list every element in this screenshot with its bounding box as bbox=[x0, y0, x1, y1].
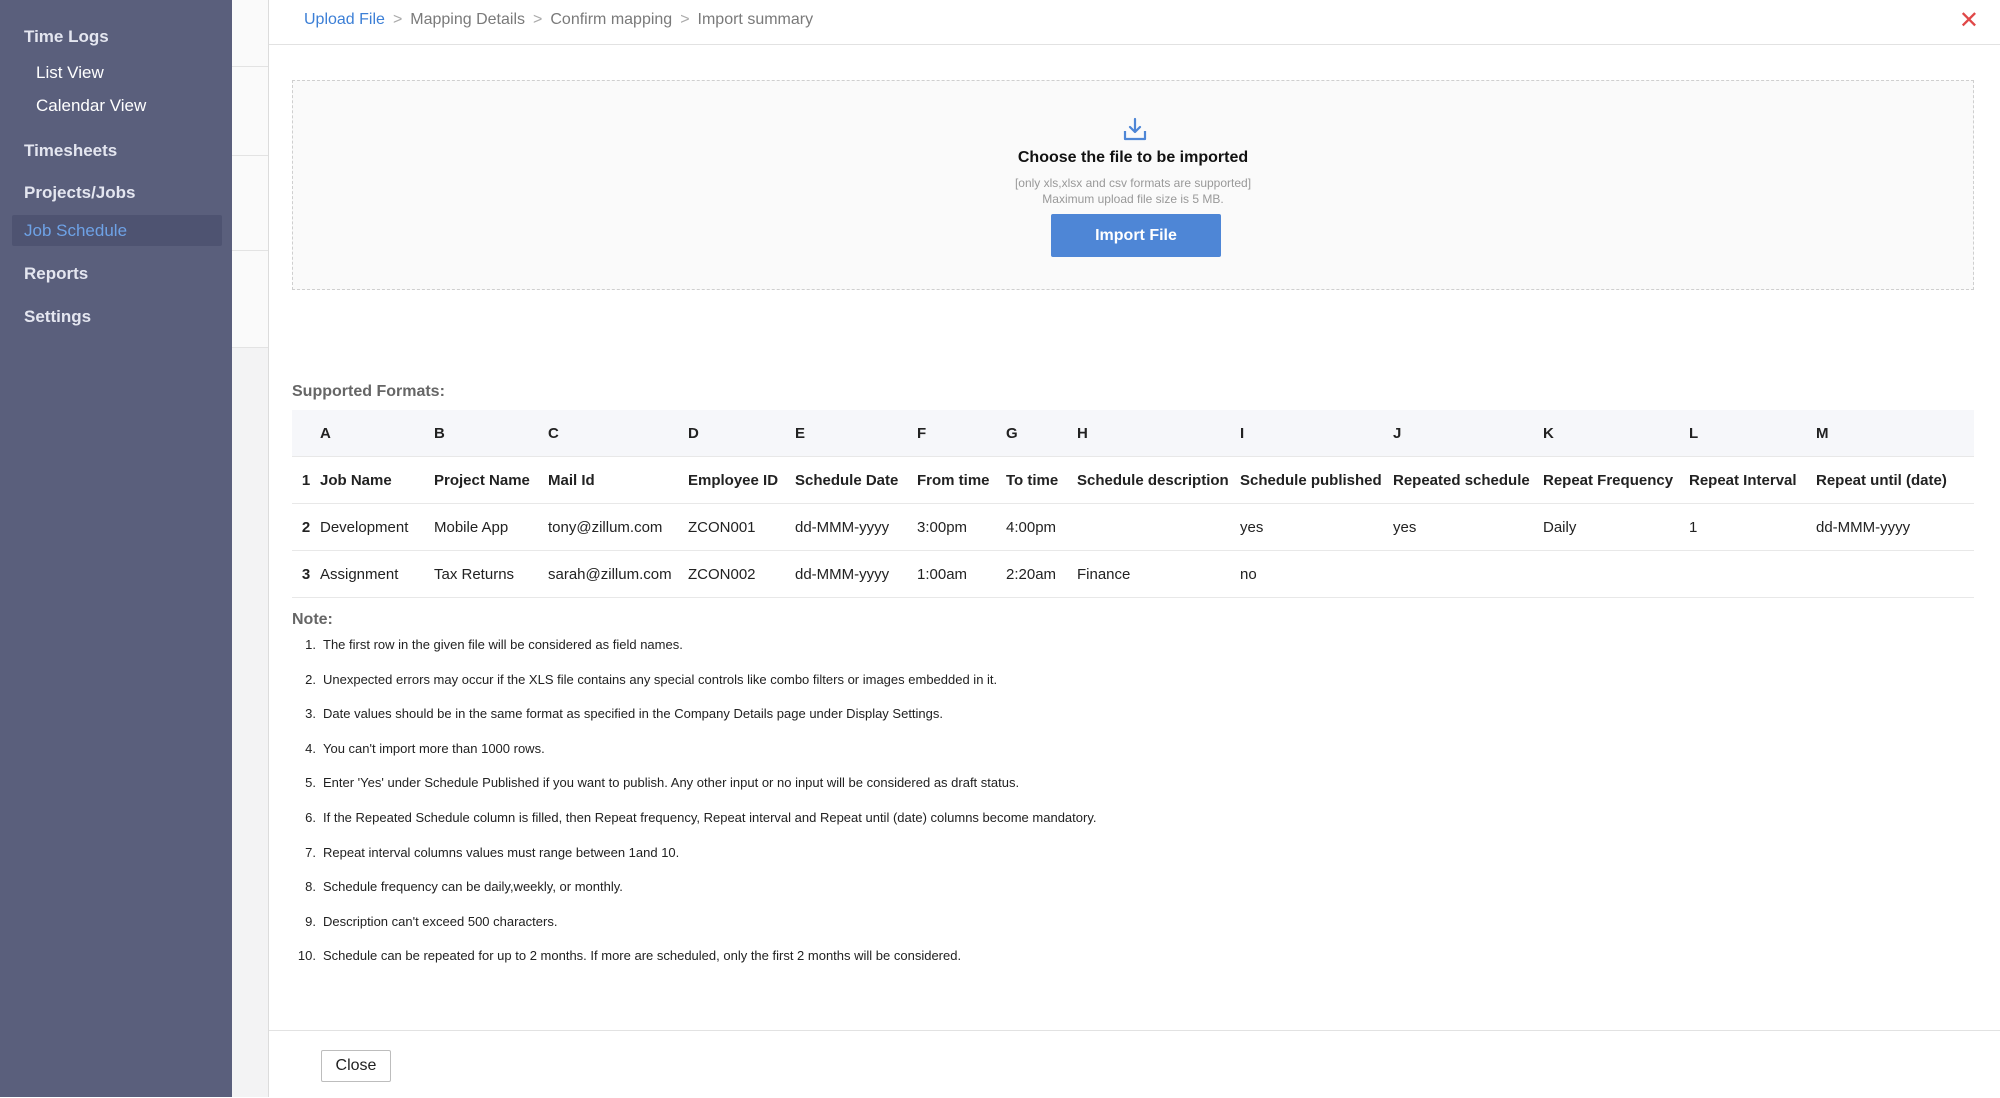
sidebar-item-list-view[interactable]: List View bbox=[36, 63, 104, 82]
note-item bbox=[292, 845, 1096, 880]
table-cell: A bbox=[320, 410, 434, 457]
background-block bbox=[232, 0, 268, 67]
supported-formats-table bbox=[292, 410, 1974, 598]
table-cell: Project Name bbox=[434, 471, 530, 489]
note-number: 4. bbox=[305, 740, 316, 756]
breadcrumb-upload-file[interactable]: Upload File bbox=[304, 11, 385, 28]
sidebar-item-reports[interactable]: Reports bbox=[24, 264, 89, 283]
note-number: 6. bbox=[305, 809, 316, 825]
note-number: 1. bbox=[305, 637, 316, 652]
table-cell bbox=[1816, 551, 1974, 598]
table-cell: 1 bbox=[1689, 518, 1698, 536]
table-cell: Repeat Interval bbox=[1689, 471, 1797, 489]
table-cell: Schedule published bbox=[1240, 471, 1382, 489]
table-cell: F bbox=[917, 410, 1006, 457]
sidebar-item-calendar-view[interactable]: Calendar View bbox=[36, 96, 147, 115]
table-cell: Development bbox=[320, 518, 409, 536]
breadcrumb-separator: > bbox=[680, 11, 690, 28]
table-cell bbox=[1393, 551, 1543, 598]
table-cell: C bbox=[548, 410, 688, 457]
table-cell: To time bbox=[1006, 471, 1059, 489]
row-number-cell bbox=[292, 410, 320, 457]
breadcrumb-separator: > bbox=[392, 11, 403, 28]
import-modal bbox=[268, 0, 2000, 1097]
note-item bbox=[292, 706, 1096, 741]
background-block bbox=[232, 156, 268, 251]
note-number: 10. bbox=[297, 948, 316, 964]
table-cell: G bbox=[1006, 410, 1077, 457]
note-item bbox=[292, 948, 1096, 983]
table-cell: yes bbox=[1240, 518, 1264, 536]
breadcrumb-confirm-mapping: Confirm mapping bbox=[550, 11, 673, 28]
note-text: The first row in the given file will be considered as field names. bbox=[323, 637, 683, 652]
table-cell: Schedule description bbox=[1077, 471, 1229, 489]
table-header-row bbox=[292, 457, 1974, 504]
table-cell: sarah@zillum.com bbox=[548, 565, 672, 583]
note-text: Repeat interval columns values must range between 1and 10. bbox=[323, 844, 680, 860]
note-text: Description can't exceed 500 characters. bbox=[323, 913, 558, 929]
table-cell: ZCON001 bbox=[688, 518, 756, 536]
close-icon[interactable]: ✕ bbox=[1958, 7, 1979, 34]
close-button[interactable]: Close bbox=[321, 1050, 391, 1082]
table-cell: dd-MMM-yyyy bbox=[795, 565, 890, 583]
modal-footer bbox=[269, 1030, 2000, 1098]
table-cell: L bbox=[1689, 410, 1816, 457]
table-cell bbox=[1689, 551, 1816, 598]
note-item bbox=[292, 914, 1096, 949]
note-number: 7. bbox=[305, 844, 316, 860]
table-cell: 1:00am bbox=[917, 565, 968, 583]
table-cell: M bbox=[1816, 410, 1974, 457]
table-row bbox=[292, 551, 1974, 598]
table-cell: Mail Id bbox=[548, 471, 595, 489]
table-cell: 4:00pm bbox=[1006, 518, 1057, 536]
table-cell: dd-MMM-yyyy bbox=[1816, 518, 1911, 536]
note-text: Schedule can be repeated for up to 2 months. If more are scheduled, only the first 2 months will be considered. bbox=[323, 948, 962, 964]
column-letter-row bbox=[292, 410, 1974, 457]
note-text: Date values should be in the same format as specified in the Company Details page under Display Settings. bbox=[323, 706, 944, 722]
upload-title: Choose the file to be imported bbox=[1017, 149, 1249, 166]
note-text: If the Repeated Schedule column is filled, then Repeat frequency, Repeat interval and Repeat until (date) columns become mandatory. bbox=[323, 809, 1097, 825]
background-block bbox=[232, 67, 268, 156]
sidebar-item-time-logs[interactable]: Time Logs bbox=[24, 27, 109, 46]
notes-list bbox=[292, 637, 1096, 983]
note-item bbox=[292, 672, 1096, 707]
table-cell: Repeated schedule bbox=[1393, 471, 1530, 489]
note-text: Enter 'Yes' under Schedule Published if you want to publish. Any other input or no input will be considered as draft status. bbox=[323, 775, 1020, 791]
table-cell: 3:00pm bbox=[917, 518, 968, 536]
table-cell: yes bbox=[1393, 518, 1417, 536]
table-cell: J bbox=[1393, 410, 1543, 457]
table-cell: Tax Returns bbox=[434, 565, 515, 583]
breadcrumb-import-summary: Import summary bbox=[697, 11, 814, 28]
sidebar-item-timesheets[interactable]: Timesheets bbox=[24, 141, 118, 160]
table-cell: no bbox=[1240, 565, 1257, 583]
table-cell: I bbox=[1240, 410, 1393, 457]
note-number: 2. bbox=[305, 671, 316, 687]
note-item bbox=[292, 810, 1096, 845]
table-cell: Mobile App bbox=[434, 518, 509, 536]
note-item bbox=[292, 775, 1096, 810]
note-number: 5. bbox=[305, 775, 316, 791]
table-row bbox=[292, 504, 1974, 551]
table-cell: Repeat until (date) bbox=[1816, 471, 1947, 489]
note-label: Note: bbox=[292, 611, 333, 628]
row-number-cell: 1 bbox=[301, 471, 311, 489]
note-number: 8. bbox=[305, 879, 316, 895]
table-cell: Repeat Frequency bbox=[1543, 471, 1674, 489]
note-item bbox=[292, 741, 1096, 776]
table-cell: Assignment bbox=[320, 565, 399, 583]
table-cell: From time bbox=[917, 471, 990, 489]
note-text: Schedule frequency can be daily,weekly, or monthly. bbox=[323, 879, 623, 895]
sidebar-item-projects-jobs[interactable]: Projects/Jobs bbox=[24, 183, 136, 202]
sidebar-item-job-schedule[interactable]: Job Schedule bbox=[24, 221, 128, 240]
table-cell: E bbox=[795, 410, 917, 457]
background-page bbox=[232, 0, 268, 1097]
background-block bbox=[232, 251, 268, 348]
upload-size-hint: Maximum upload file size is 5 MB. bbox=[1042, 192, 1224, 206]
breadcrumb-separator: > bbox=[533, 11, 543, 28]
table-cell: Finance bbox=[1077, 565, 1131, 583]
table-cell bbox=[1543, 551, 1689, 598]
table-cell: dd-MMM-yyyy bbox=[795, 518, 890, 536]
table-cell: ZCON002 bbox=[688, 565, 756, 583]
row-number-cell: 2 bbox=[301, 518, 311, 536]
supported-formats-label: Supported Formats: bbox=[292, 383, 445, 400]
note-text: You can't import more than 1000 rows. bbox=[323, 740, 545, 756]
note-number: 3. bbox=[305, 706, 316, 722]
upload-format-hint: [only xls,xlsx and csv formats are supported] bbox=[1014, 176, 1252, 190]
note-number: 9. bbox=[305, 913, 316, 929]
table-cell: Schedule Date bbox=[795, 471, 899, 489]
sidebar-item-settings[interactable]: Settings bbox=[24, 307, 92, 326]
breadcrumb bbox=[304, 11, 813, 29]
breadcrumb-mapping-details: Mapping Details bbox=[410, 11, 526, 28]
note-text: Unexpected errors may occur if the XLS file contains any special controls like combo filters or images embedded in it. bbox=[323, 671, 998, 687]
table-cell bbox=[1077, 504, 1240, 551]
table-cell: tony@zillum.com bbox=[548, 518, 663, 536]
table-cell: 2:20am bbox=[1006, 565, 1057, 583]
table-cell: D bbox=[688, 410, 795, 457]
row-number-cell: 3 bbox=[301, 565, 311, 583]
import-file-button[interactable]: Import File bbox=[1051, 214, 1221, 257]
note-item bbox=[292, 879, 1096, 914]
table-cell: H bbox=[1077, 410, 1240, 457]
modal-header bbox=[269, 0, 2000, 45]
table-cell: Daily bbox=[1543, 518, 1577, 536]
sidebar bbox=[0, 0, 232, 1097]
table-cell: K bbox=[1543, 410, 1689, 457]
note-item bbox=[292, 637, 1096, 672]
download-icon bbox=[1122, 116, 1148, 142]
table-cell: Job Name bbox=[320, 471, 392, 489]
table-cell: Employee ID bbox=[688, 471, 779, 489]
file-drop-zone[interactable] bbox=[292, 80, 1974, 290]
table-cell: B bbox=[434, 410, 548, 457]
